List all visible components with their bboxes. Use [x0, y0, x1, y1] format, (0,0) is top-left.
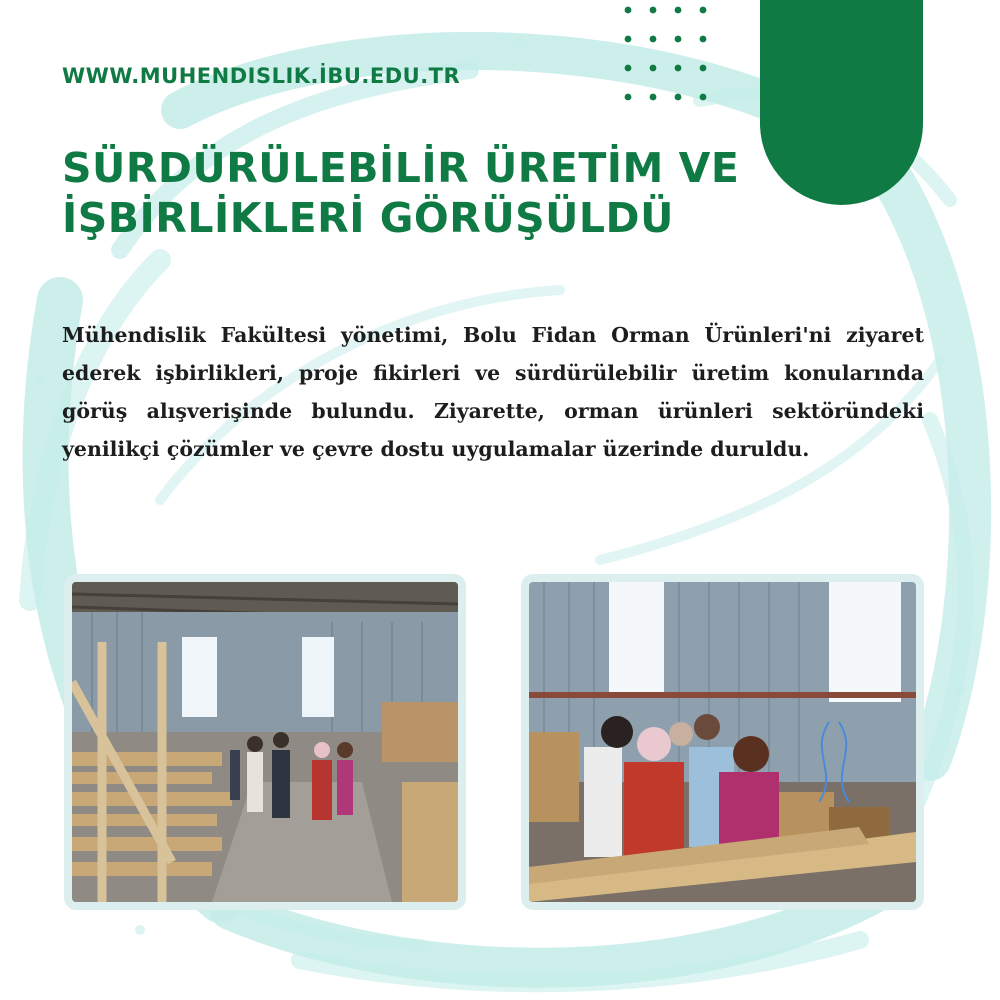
- semicircle-shape: [760, 0, 923, 205]
- website-url[interactable]: WWW.MUHENDISLIK.İBU.EDU.TR: [62, 64, 461, 88]
- warehouse-visit-photo-2: [521, 574, 924, 910]
- dot-grid-icon: [620, 2, 720, 106]
- warehouse-visit-photo-1: [64, 574, 466, 910]
- title-line-1: SÜRDÜRÜLEBİLİR ÜRETİM VE: [62, 144, 740, 192]
- body-paragraph: Mühendislik Fakültesi yönetimi, Bolu Fidan Orman Ürünleri'ni ziyaret ederek işbirlikleri, proje fikirleri ve sürdürülebilir üretim konularında görüş alışverişinde bulundu. Ziyarette, orman ürünleri sektöründeki yenilikçi çözümler ve çevre dostu uygulamalar üzerinde duruldu.: [62, 323, 924, 461]
- title-line-2: İŞBİRLİKLERİ GÖRÜŞÜLDÜ: [62, 194, 674, 242]
- page-title: [62, 143, 762, 243]
